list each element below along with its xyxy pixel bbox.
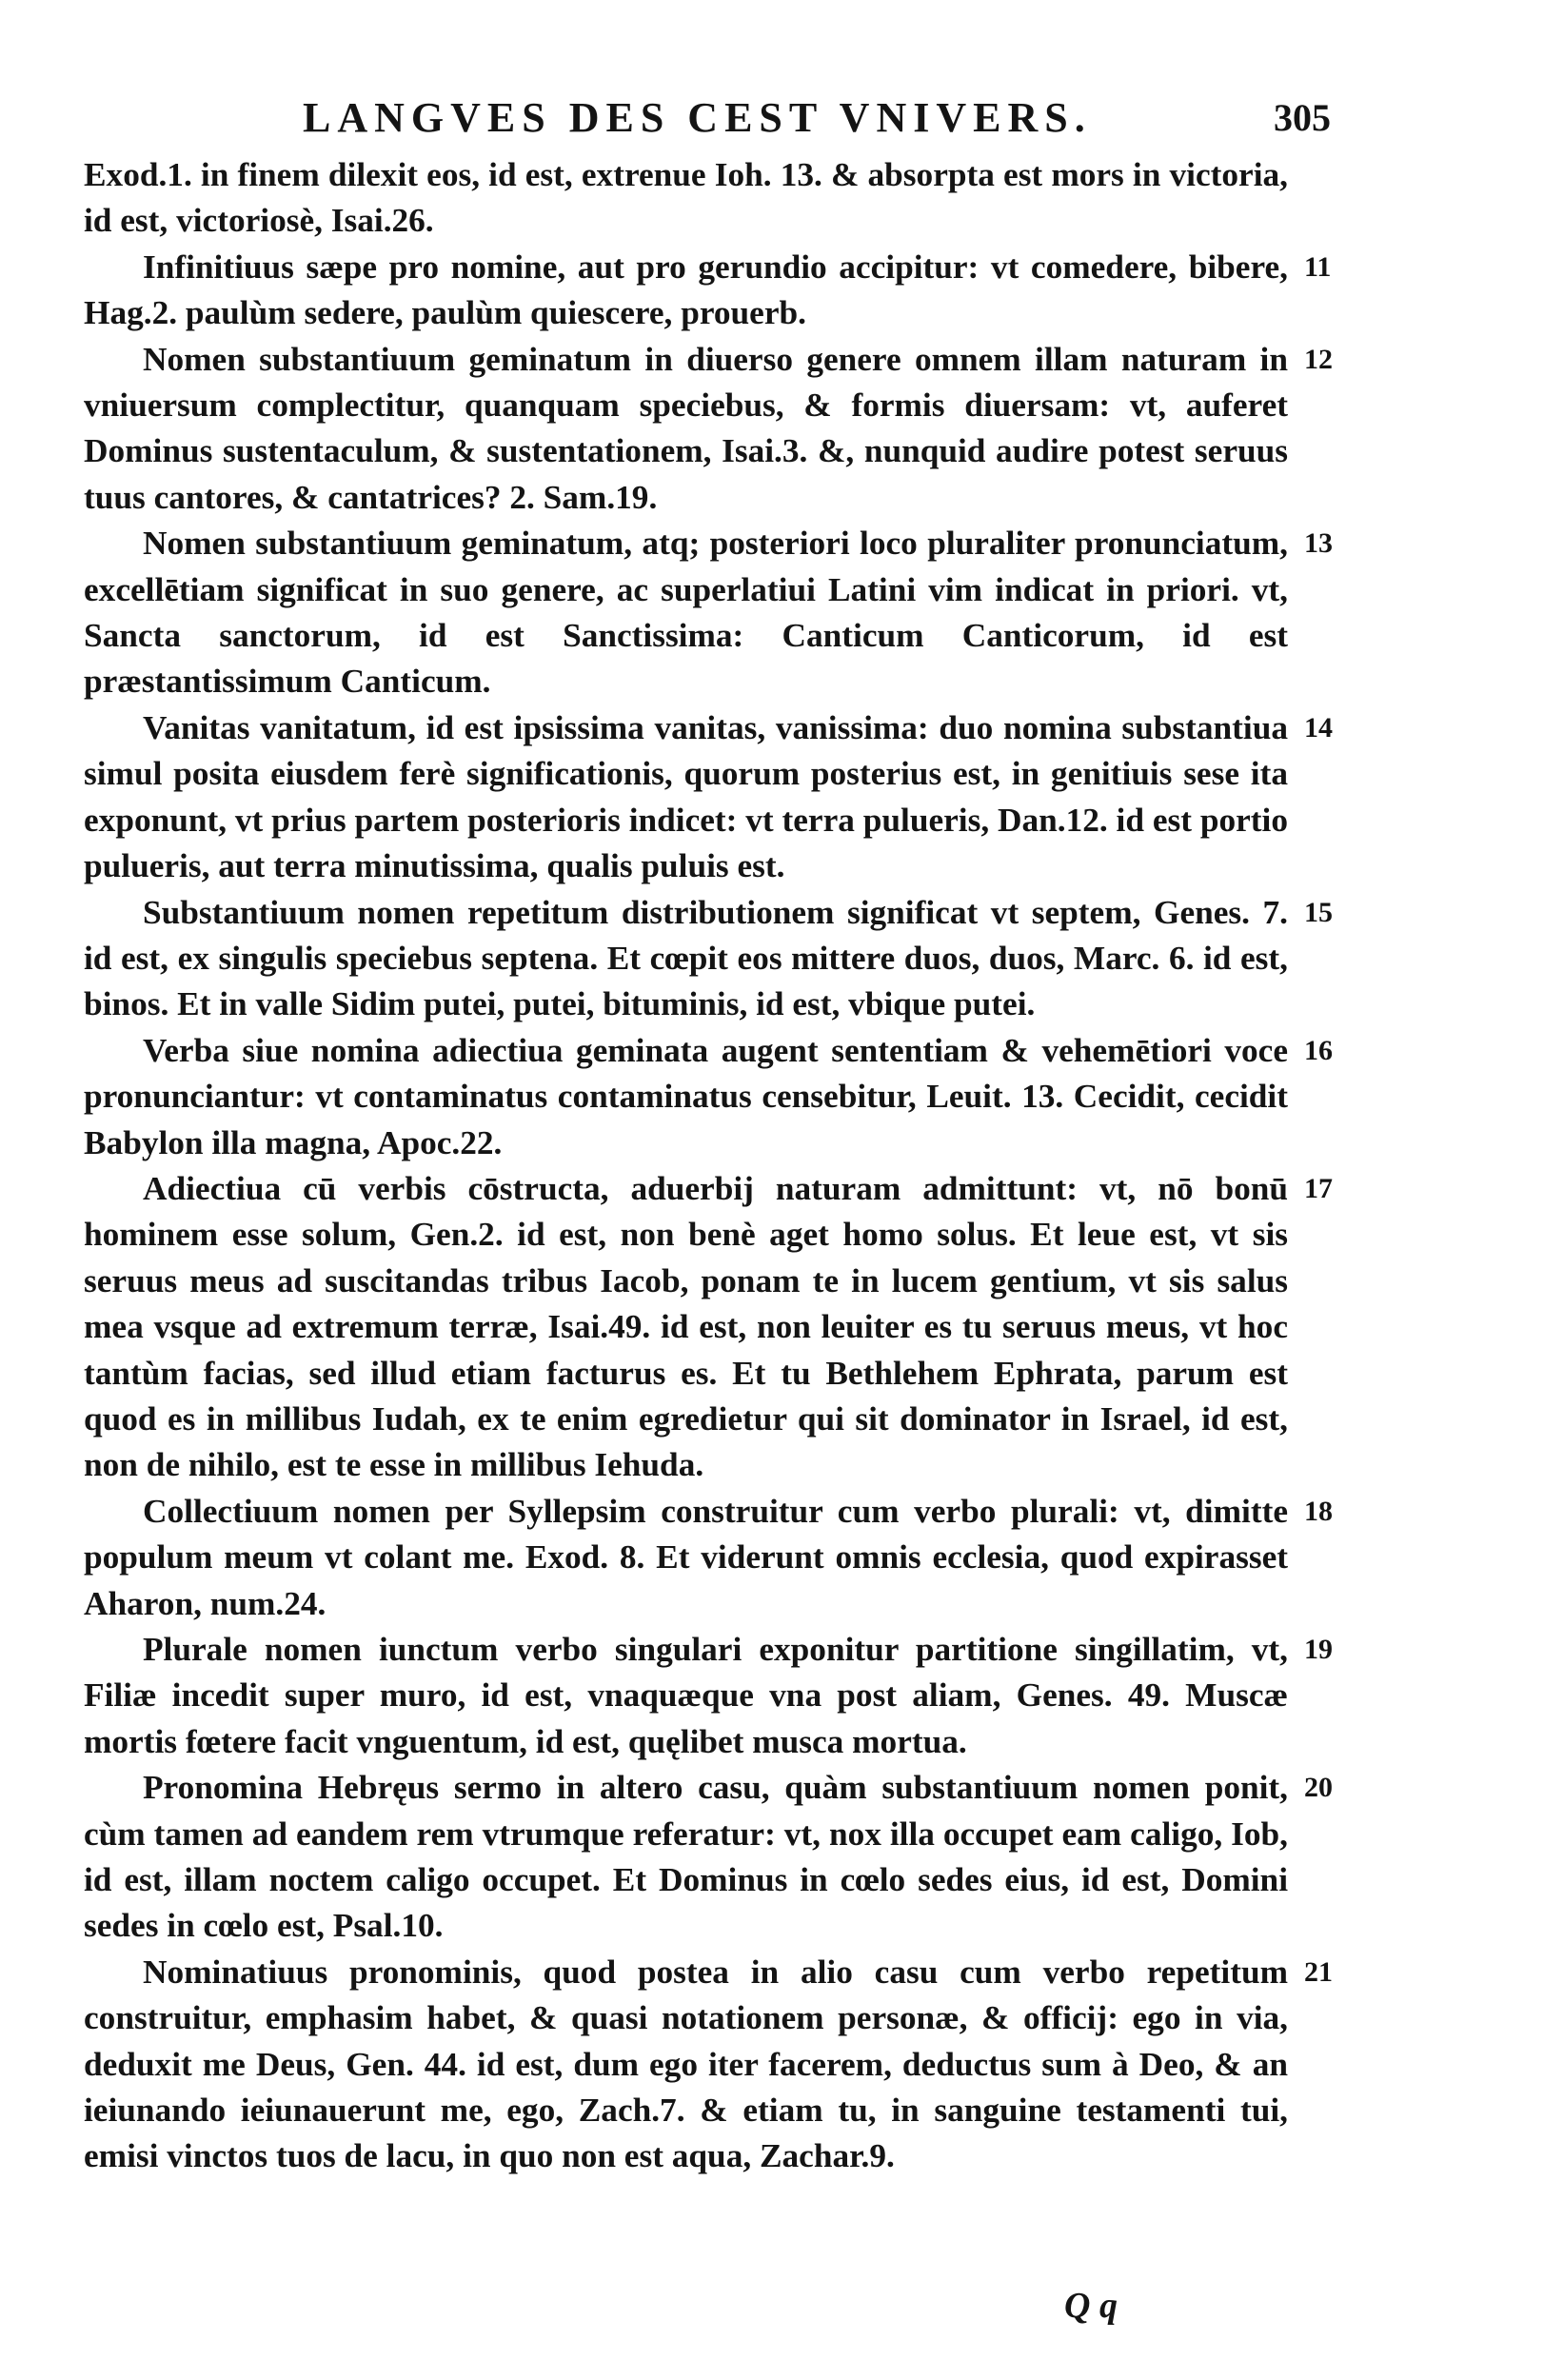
running-head	[84, 67, 1331, 152]
paragraph	[84, 1028, 1333, 1166]
paragraph	[84, 705, 1333, 890]
paragraph-text: Vanitas vanitatum, id est ipsissima vanitas, vanissima: duo nomina substantiua simul posita eiusdem ferè significationis, quorum posterius est, in genitiuis sese ita exponunt, vt prius partem posterioris indicet: vt terra pulueris, Dan.12. id est portio pulueris, aut terra minutissima, qualis puluis est.	[84, 708, 1288, 885]
paragraph-text: Adiectiua cū verbis cōstructa, aduerbij naturam admittunt: vt, nō bonū hominem esse solum, Gen.2. id est, non benè aget homo solus. Et leue est, vt sis seruus meus ad suscitandas tribus Iacob, ponam te in lucem gentium, vt sis salus mea vsque ad extremum terræ, Isai.49. id est, non leuiter es tu seruus meus, vt hoc tantùm facias, sed illud etiam facturus es. Et tu Bethlehem Ephrata, parum est quod es in millibus Iudah, ex te enim egredietur qui sit dominator in Israel, id est, non de nihilo, est te esse in millibus Iehuda.	[84, 1169, 1288, 1484]
signature-mark: Q q	[1064, 2286, 1118, 2326]
paragraph-text: Nomen substantiuum geminatum in diuerso genere omnem illam naturam in vniuersum complectitur, quanquam speciebus, & formis diuersam: vt, auferet Dominus sustentaculum, & sustentationem, Isai.3. &, nunquid audire potest seruus tuus cantores, & cantatrices? 2. Sam.19.	[84, 340, 1288, 516]
body-text	[84, 152, 1333, 2180]
paragraph	[84, 1627, 1333, 1765]
paragraph-continued	[84, 152, 1288, 245]
page-number: 305	[1274, 96, 1331, 139]
paragraph-text: Collectiuum nomen per Syllepsim construitur cum verbo plurali: vt, dimitte populum meum vt colant me. Exod. 8. Et viderunt omnis ecclesia, quod expirasset Aharon, num.24.	[84, 1492, 1288, 1622]
paragraph	[84, 521, 1333, 705]
paragraph-text: Exod.1. in finem dilexit eos, id est, extrenue Ioh. 13. & absorpta est mors in victoria, id est, victoriosè, Isai.26.	[84, 156, 1288, 240]
paragraph-number: 17	[1304, 1172, 1333, 1204]
paragraph-number: 11	[1304, 250, 1332, 283]
paragraph-text: Nominatiuus pronominis, quod postea in alio casu cum verbo repetitum construitur, emphasim habet, & quasi notationem personæ, & officij: ego in via, deduxit me Deus, Gen. 44. id est, dum ego iter facerem, deductus sum à Deo, & an ieiunando ieiunauerunt me, ego, Zach.7. & etiam tu, in sanguine testamenti tui, emisi vinctos tuos de lacu, in quo non est aqua, Zachar.9.	[84, 1953, 1288, 2175]
paragraph	[84, 1950, 1333, 2180]
paragraph-number: 20	[1304, 1772, 1333, 1804]
paragraph-number: 13	[1304, 527, 1333, 560]
paragraph-number: 18	[1304, 1495, 1333, 1527]
paragraph-number: 16	[1304, 1034, 1333, 1066]
paragraph-text: Plurale nomen iunctum verbo singulari exponitur partitione singillatim, vt, Filiæ incedit super muro, id est, vnaquæque vna post aliam, Genes. 49. Muscæ mortis fœtere facit vnguentum, id est, quęlibet musca mortua.	[84, 1631, 1288, 1760]
paragraph-number: 21	[1304, 1955, 1333, 1988]
paragraph-number: 14	[1304, 711, 1333, 744]
running-head-title: LANGVES DES CEST VNIVERS.	[303, 94, 1092, 141]
paragraph	[84, 890, 1333, 1028]
paragraph-number: 19	[1304, 1634, 1333, 1665]
paragraph	[84, 245, 1332, 337]
paragraph-text: Substantiuum nomen repetitum distributionem significat vt septem, Genes. 7. id est, ex singulis speciebus septena. Et cœpit eos mittere duos, duos, Marc. 6. id est, binos. Et in valle Sidim putei, putei, bituminis, id est, vbique putei.	[84, 893, 1288, 1023]
paragraph-number: 15	[1304, 896, 1333, 928]
paragraph	[84, 1166, 1333, 1489]
paragraph-text: Pronomina Hebręus sermo in altero casu, quàm substantiuum nomen ponit, cùm tamen ad eandem rem vtrumque referatur: vt, nox illa occupet eam caligo, Iob, id est, illam noctem caligo occupet. Et Dominus in cœlo sedes eius, id est, Domini sedes in cœlo est, Psal.10.	[84, 1769, 1288, 1945]
paragraph	[84, 337, 1333, 522]
paragraph-text: Infinitiuus sæpe pro nomine, aut pro gerundio accipitur: vt comedere, bibere, Hag.2. paulùm sedere, paulùm quiescere, prouerb.	[84, 248, 1288, 332]
paragraph	[84, 1765, 1333, 1950]
paragraph-text: Nomen substantiuum geminatum, atq; posteriori loco pluraliter pronunciatum, excellētiam significat in suo genere, ac superlatiui Latini vim indicat in priori. vt, Sancta sanctorum, id est Sanctissima: Canticum Canticorum, id est præstantissimum Canticum.	[84, 525, 1288, 701]
paragraph-number: 12	[1304, 343, 1333, 375]
paragraph	[84, 1489, 1333, 1627]
paragraph-text: Verba siue nomina adiectiua geminata augent sententiam & vehemētiori voce pronunciantur: vt contaminatus contaminatus censebitur, Leuit. 13. Cecidit, cecidit Babylon illa magna, Apoc.22.	[84, 1031, 1288, 1161]
book-page	[84, 67, 1333, 2351]
